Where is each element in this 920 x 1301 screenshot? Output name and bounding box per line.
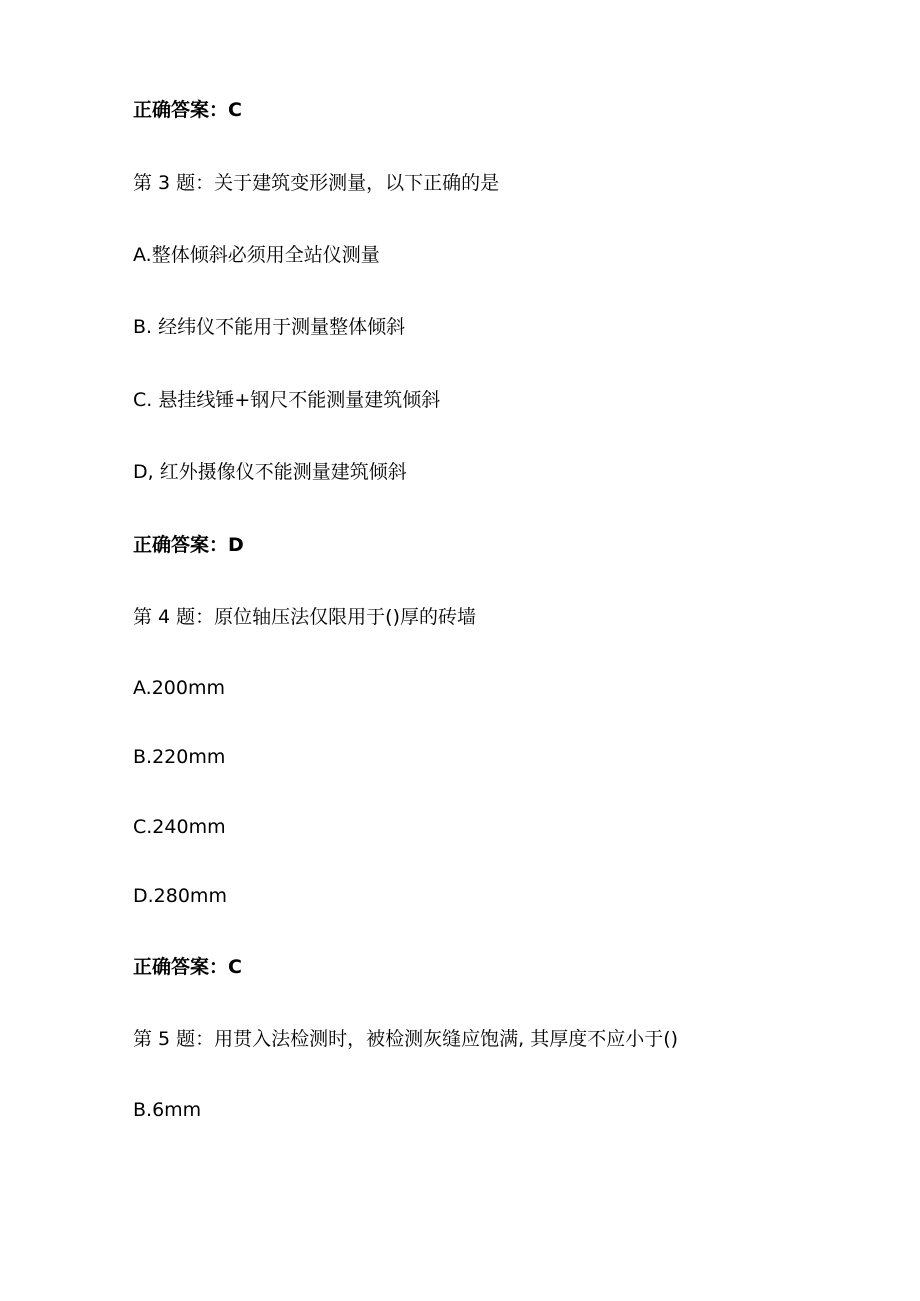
option-b: B.6mm <box>133 1099 202 1121</box>
option-c: C.240mm <box>133 816 226 838</box>
answer-line: 正确答案：C <box>133 99 242 121</box>
question-5: 第 5 题：用贯入法检测时，被检测灰缝应饱满, 其厚度不应小于() <box>133 1028 679 1050</box>
option-d: D, 红外摄像仪不能测量建筑倾斜 <box>133 461 407 483</box>
option-b: B. 经纬仪不能用于测量整体倾斜 <box>133 316 406 338</box>
question-4: 第 4 题：原位轴压法仅限用于()厚的砖墙 <box>133 606 476 628</box>
option-a: A.整体倾斜必须用全站仪测量 <box>133 244 380 266</box>
answer-line: 正确答案：C <box>133 956 242 978</box>
option-b: B.220mm <box>133 746 226 768</box>
question-3: 第 3 题：关于建筑变形测量，以下正确的是 <box>133 172 500 194</box>
option-c: C. 悬挂线锤+钢尺不能测量建筑倾斜 <box>133 389 441 411</box>
option-d: D.280mm <box>133 885 227 907</box>
answer-line: 正确答案：D <box>133 534 244 556</box>
option-a: A.200mm <box>133 677 225 699</box>
